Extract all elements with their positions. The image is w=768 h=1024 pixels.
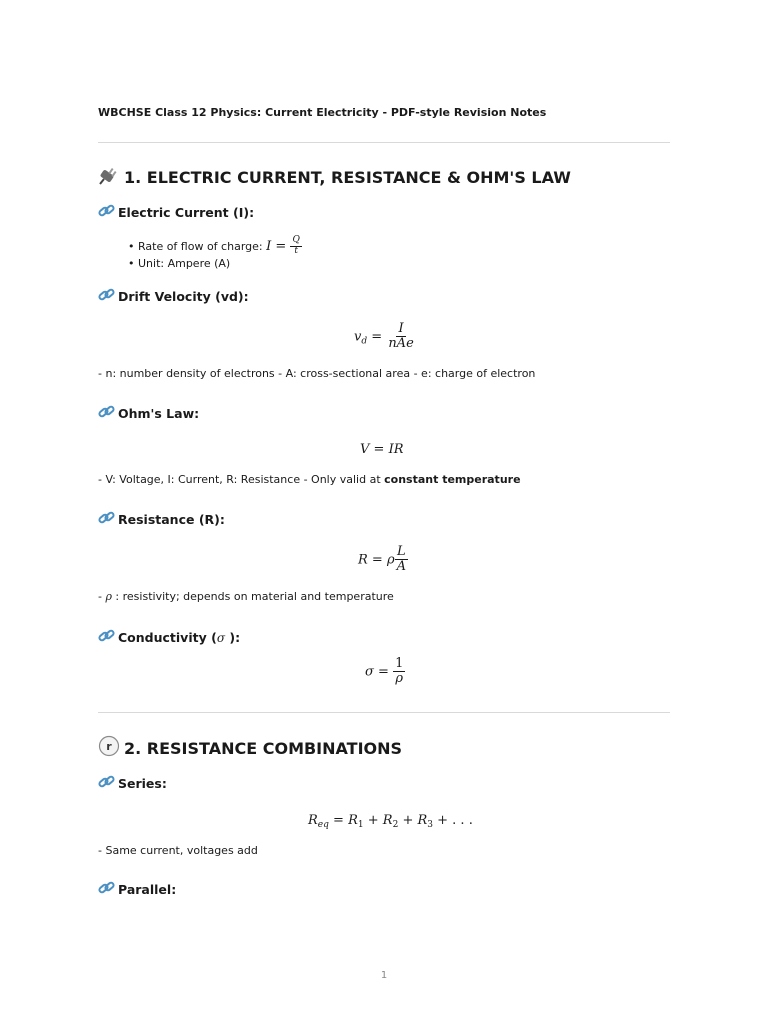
section-heading	[98, 164, 571, 190]
ohm-dial-icon	[98, 735, 122, 761]
link-icon	[98, 628, 116, 647]
subsection-title: Series:	[118, 776, 167, 791]
link-icon	[98, 510, 116, 529]
subsection-heading	[98, 880, 176, 899]
note-text-plain: - V: Voltage, I: Current, R: Resistance - Only valid at	[98, 473, 385, 486]
note-text: - ρ : resistivity; depends on material and temperature	[98, 590, 394, 603]
formula: I = $\frac{Q}{t}$	[266, 235, 300, 256]
plug-icon	[98, 164, 122, 190]
subsection-title: Conductivity (σ ):	[118, 630, 241, 645]
formula: V = IR	[360, 442, 404, 457]
link-icon	[98, 774, 116, 793]
section-title: 1. ELECTRIC CURRENT, RESISTANCE & OHM'S LAW	[124, 167, 571, 187]
subsection-heading	[98, 404, 199, 423]
subsection-heading	[98, 287, 249, 306]
subsection-heading	[98, 774, 167, 793]
doc-title: WBCHSE Class 12 Physics: Current Electricity - PDF-style Revision Notes	[98, 106, 547, 119]
section-title: 2. RESISTANCE COMBINATIONS	[124, 738, 403, 758]
subsection-title: Ohm's Law:	[118, 406, 200, 421]
note-text: - Same current, voltages add	[98, 844, 258, 857]
subsection-title: Parallel:	[118, 882, 177, 897]
page-number: 1	[380, 970, 388, 981]
subsection-title-start: Conductivity (	[118, 630, 217, 645]
formula: R = ρ $\frac{L}{A}$	[358, 544, 406, 575]
note-text-plain: : resistivity; depends on material and temperature	[111, 590, 394, 603]
svg-text:r: r	[106, 740, 112, 753]
list-item	[128, 236, 302, 257]
note-text-bold: constant temperature	[384, 473, 521, 486]
link-icon	[98, 287, 116, 306]
subsection-title: Electric Current (I):	[118, 205, 255, 220]
subsection-heading	[98, 203, 254, 222]
divider	[98, 142, 670, 143]
link-icon	[98, 880, 116, 899]
subsection-title: Resistance (R):	[118, 512, 225, 527]
section-heading	[98, 735, 402, 761]
link-icon	[98, 404, 116, 423]
list-item-text: • Rate of flow of charge:	[128, 239, 267, 253]
link-icon	[98, 203, 116, 222]
note-text	[98, 473, 521, 486]
subsection-heading	[98, 510, 225, 529]
formula: σ = $\frac{1}{\rho}$	[365, 656, 404, 687]
formula: $R_{eq} = R_1 + R_2 + R_3$ + . . .	[308, 813, 473, 830]
subsection-heading	[98, 628, 240, 647]
note-text: - n: number density of electrons - A: cross-sectional area - e: charge of electron	[98, 367, 536, 380]
formula: $v_d$ = $\frac{I}{\text{nAe}}$	[354, 321, 414, 352]
subsection-title-end: ):	[225, 630, 241, 645]
subsection-title: Drift Velocity (vd):	[118, 289, 249, 304]
divider	[98, 712, 670, 713]
list-item: • Unit: Ampere (A)	[128, 257, 231, 270]
